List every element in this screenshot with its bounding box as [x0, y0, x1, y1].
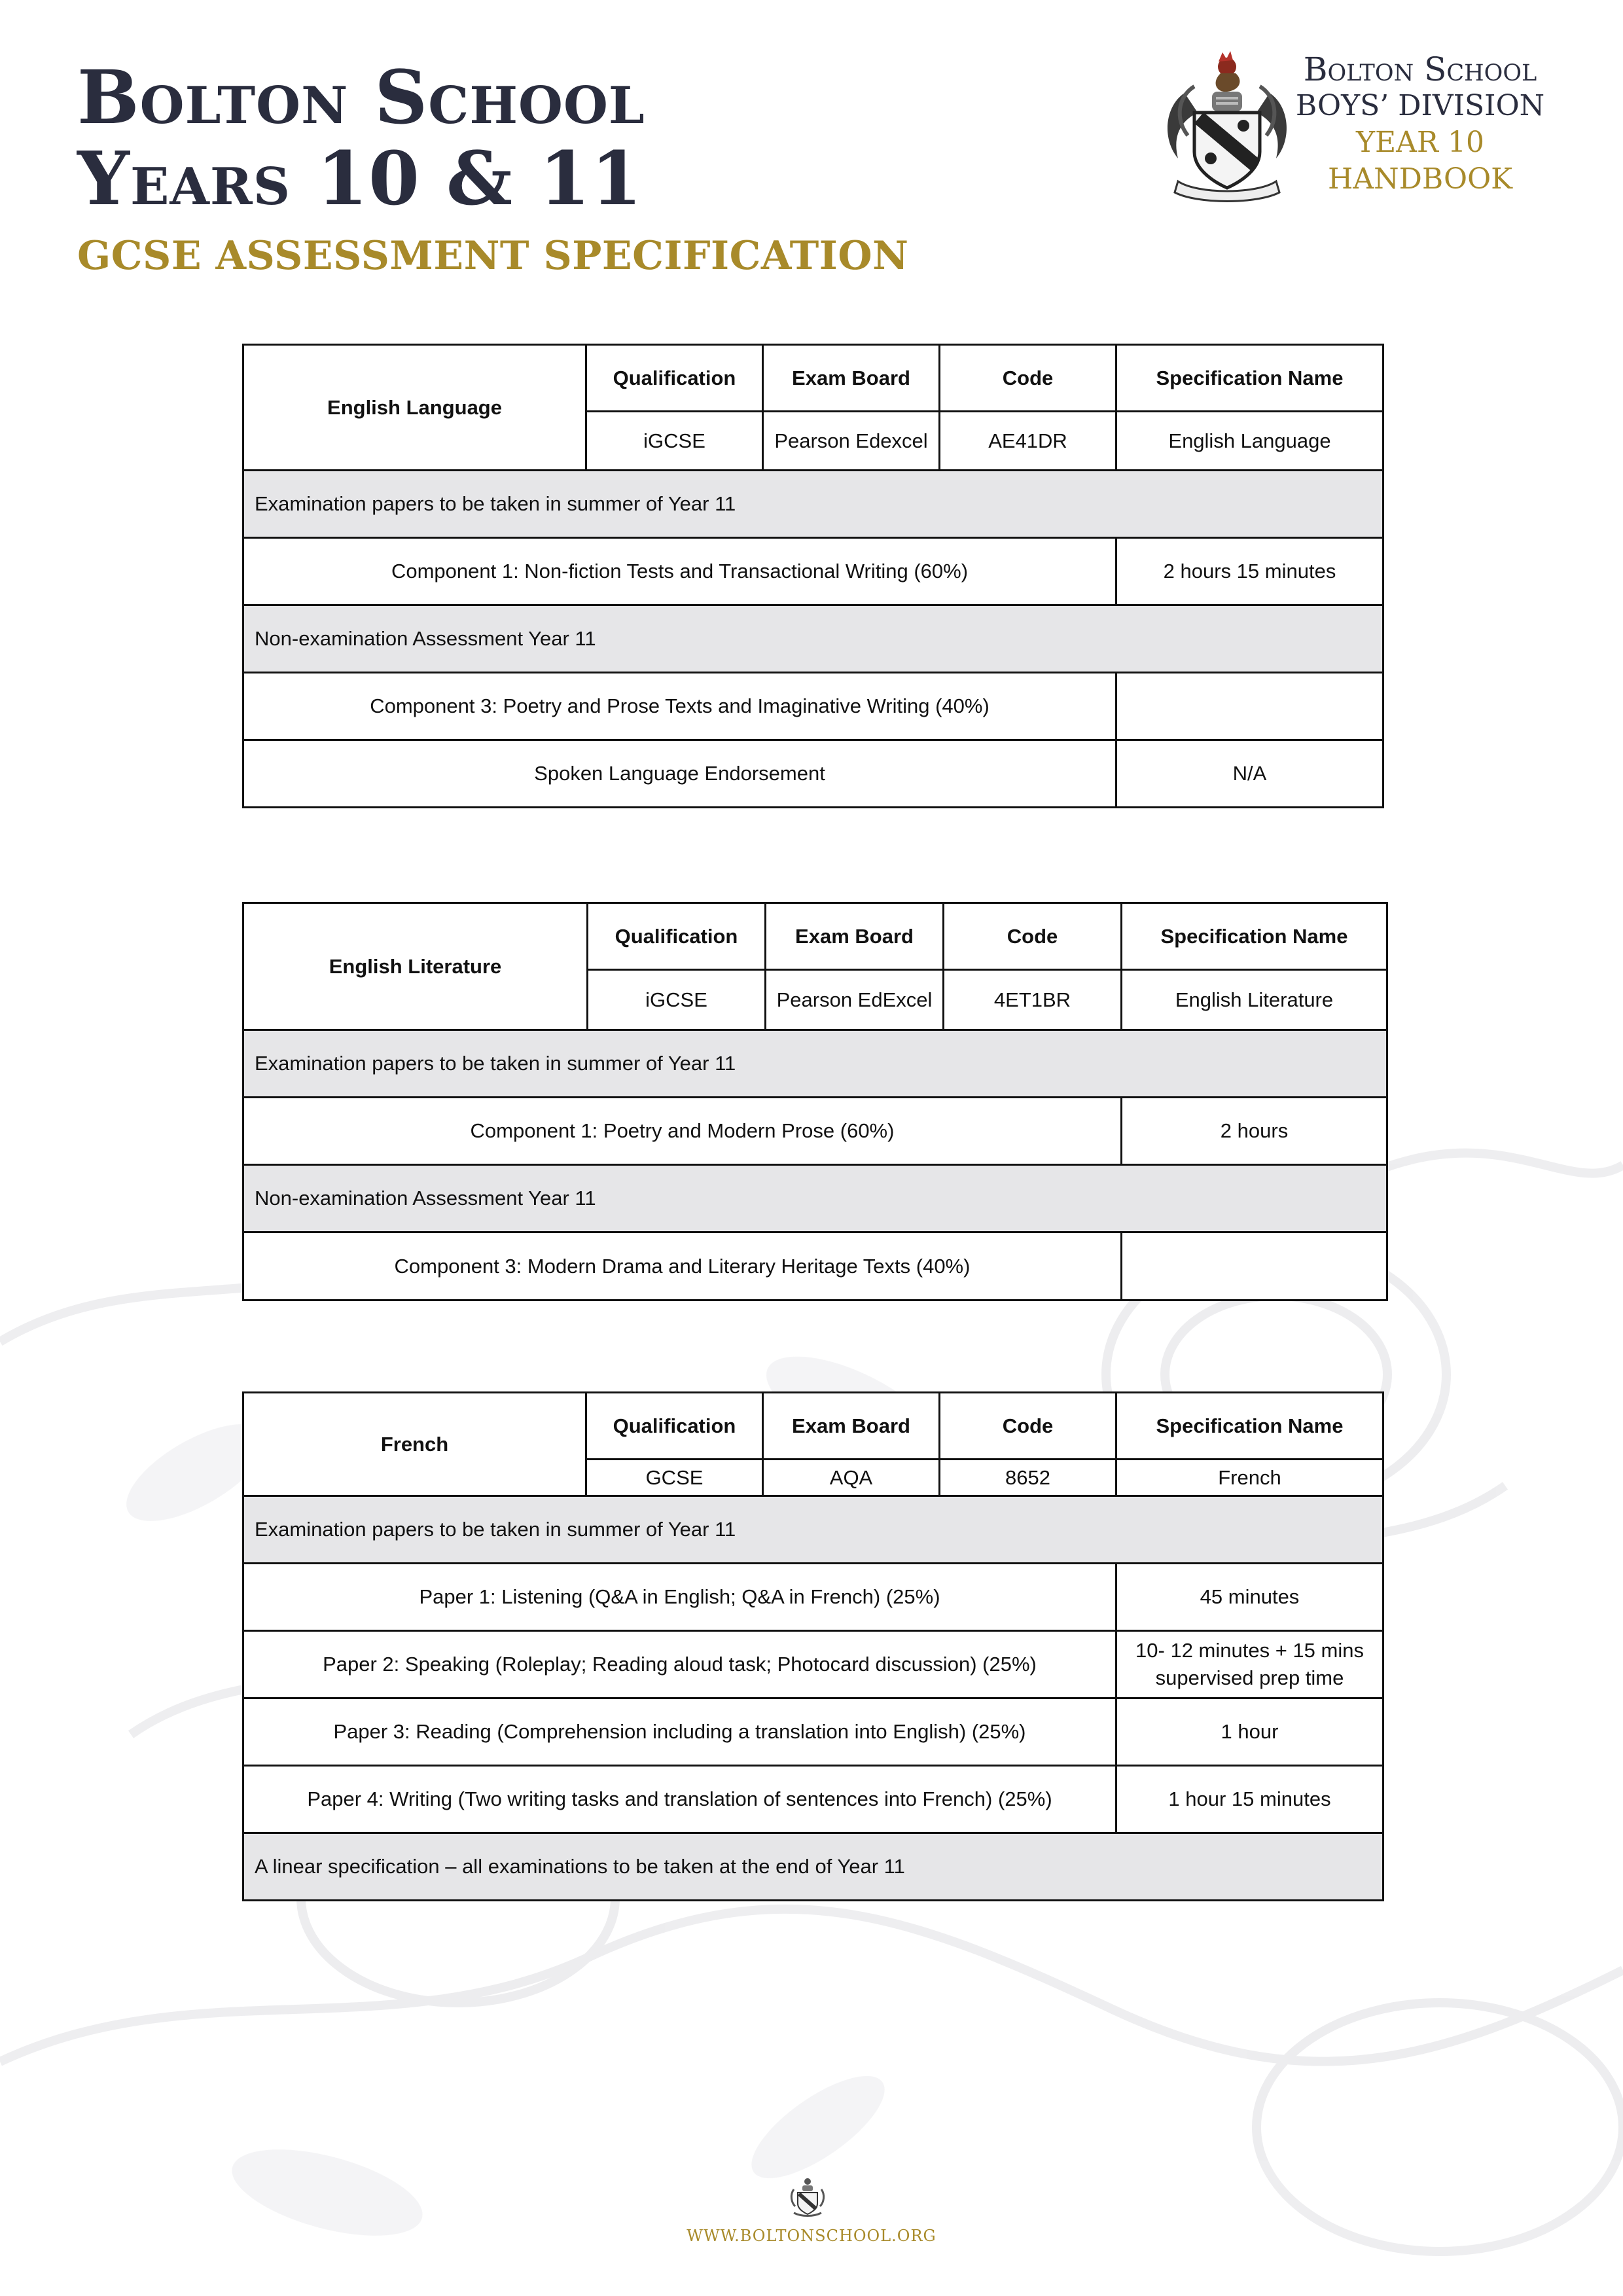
paper-duration: 1 hour — [1116, 1698, 1383, 1766]
code-header: Code — [940, 345, 1116, 412]
spec-name-value: French — [1116, 1460, 1383, 1496]
qualification-value: iGCSE — [588, 970, 766, 1030]
component-duration — [1116, 673, 1383, 740]
title-line-1: Bolton School — [77, 55, 645, 141]
school-crest-icon — [1158, 47, 1296, 204]
table-row — [243, 1232, 1387, 1300]
spec-name-header: Specification Name — [1122, 903, 1387, 970]
table-row — [243, 1631, 1383, 1698]
section-band: Examination papers to be taken in summer of Year 11 — [243, 1496, 1383, 1564]
footer-crest-icon — [789, 2176, 827, 2219]
table-row — [243, 1698, 1383, 1766]
component-description: Component 3: Modern Drama and Literary Heritage Texts (40%) — [243, 1232, 1122, 1300]
english-literature-table — [242, 902, 1388, 1301]
spec-name-value: English Language — [1116, 412, 1383, 471]
subject-name: English Language — [243, 345, 586, 471]
brand-year: YEAR 10 — [1355, 126, 1485, 159]
title-line-2: Years 10 & 11 — [77, 136, 643, 222]
table-row — [243, 1833, 1383, 1901]
subject-name: English Literature — [243, 903, 588, 1030]
paper-description: Paper 1: Listening (Q&A in English; Q&A in French) (25%) — [243, 1564, 1116, 1631]
component-description: Component 3: Poetry and Prose Texts and Imaginative Writing (40%) — [243, 673, 1116, 740]
code-header: Code — [940, 1393, 1116, 1460]
table-row — [243, 903, 1387, 970]
brand-division: BOYS’ DIVISION — [1295, 89, 1545, 122]
exam-board-header: Exam Board — [763, 1393, 940, 1460]
table-row — [243, 605, 1383, 673]
table-row — [243, 1165, 1387, 1232]
component-duration: 2 hours 15 minutes — [1116, 538, 1383, 605]
qualification-header: Qualification — [586, 345, 763, 412]
section-band: Examination papers to be taken in summer of Year 11 — [243, 471, 1383, 538]
table-row — [243, 345, 1383, 412]
paper-duration-line-1: 10- 12 minutes + 15 mins — [1135, 1639, 1364, 1662]
table-row — [243, 1393, 1383, 1460]
page-subtitle: GCSE ASSESSMENT SPECIFICATION — [77, 233, 909, 279]
table-row — [243, 1564, 1383, 1631]
subject-name: French — [243, 1393, 586, 1496]
code-header: Code — [944, 903, 1122, 970]
paper-duration: 1 hour 15 minutes — [1116, 1766, 1383, 1833]
qualification-value: iGCSE — [586, 412, 763, 471]
component-duration — [1122, 1232, 1387, 1300]
qualification-header: Qualification — [588, 903, 766, 970]
table-row — [243, 471, 1383, 538]
qualification-value: GCSE — [586, 1460, 763, 1496]
section-band: Non-examination Assessment Year 11 — [243, 605, 1383, 673]
component-duration: 2 hours — [1122, 1098, 1387, 1165]
table-row — [243, 1030, 1387, 1098]
exam-board-value: Pearson Edexcel — [763, 412, 940, 471]
table-row — [243, 1766, 1383, 1833]
section-band: Examination papers to be taken in summer of Year 11 — [243, 1030, 1387, 1098]
brand-school-name: Bolton School — [1303, 50, 1537, 88]
exam-board-header: Exam Board — [766, 903, 944, 970]
table-row — [243, 1496, 1383, 1564]
paper-duration-line-2: supervised prep time — [1155, 1666, 1344, 1689]
brand-block — [1283, 51, 1558, 198]
footer-url[interactable]: WWW.BOLTONSCHOOL.ORG — [687, 2227, 936, 2245]
component-description: Spoken Language Endorsement — [243, 740, 1116, 808]
table-row — [243, 538, 1383, 605]
paper-duration: 45 minutes — [1116, 1564, 1383, 1631]
paper-description: Paper 2: Speaking (Roleplay; Reading aloud task; Photocard discussion) (25%) — [243, 1631, 1116, 1698]
exam-board-value: AQA — [763, 1460, 940, 1496]
spec-name-header: Specification Name — [1116, 345, 1383, 412]
table-row — [243, 673, 1383, 740]
code-value: 8652 — [940, 1460, 1116, 1496]
french-table — [242, 1391, 1384, 1901]
spec-name-header: Specification Name — [1116, 1393, 1383, 1460]
paper-description: Paper 3: Reading (Comprehension including a translation into English) (25%) — [243, 1698, 1116, 1766]
table-row — [243, 740, 1383, 808]
brand-handbook: HANDBOOK — [1327, 162, 1513, 196]
spec-name-value: English Literature — [1122, 970, 1387, 1030]
table-row — [243, 1098, 1387, 1165]
english-language-table — [242, 344, 1384, 808]
component-description: Component 1: Non-fiction Tests and Transactional Writing (60%) — [243, 538, 1116, 605]
code-value: 4ET1BR — [944, 970, 1122, 1030]
section-band: A linear specification – all examinations to be taken at the end of Year 11 — [243, 1833, 1383, 1901]
component-description: Component 1: Poetry and Modern Prose (60%) — [243, 1098, 1122, 1165]
component-duration: N/A — [1116, 740, 1383, 808]
exam-board-value: Pearson EdExcel — [766, 970, 944, 1030]
paper-duration — [1116, 1631, 1383, 1698]
code-value: AE41DR — [940, 412, 1116, 471]
page-title — [77, 55, 645, 222]
paper-description: Paper 4: Writing (Two writing tasks and translation of sentences into French) (25%) — [243, 1766, 1116, 1833]
qualification-header: Qualification — [586, 1393, 763, 1460]
section-band: Non-examination Assessment Year 11 — [243, 1165, 1387, 1232]
exam-board-header: Exam Board — [763, 345, 940, 412]
